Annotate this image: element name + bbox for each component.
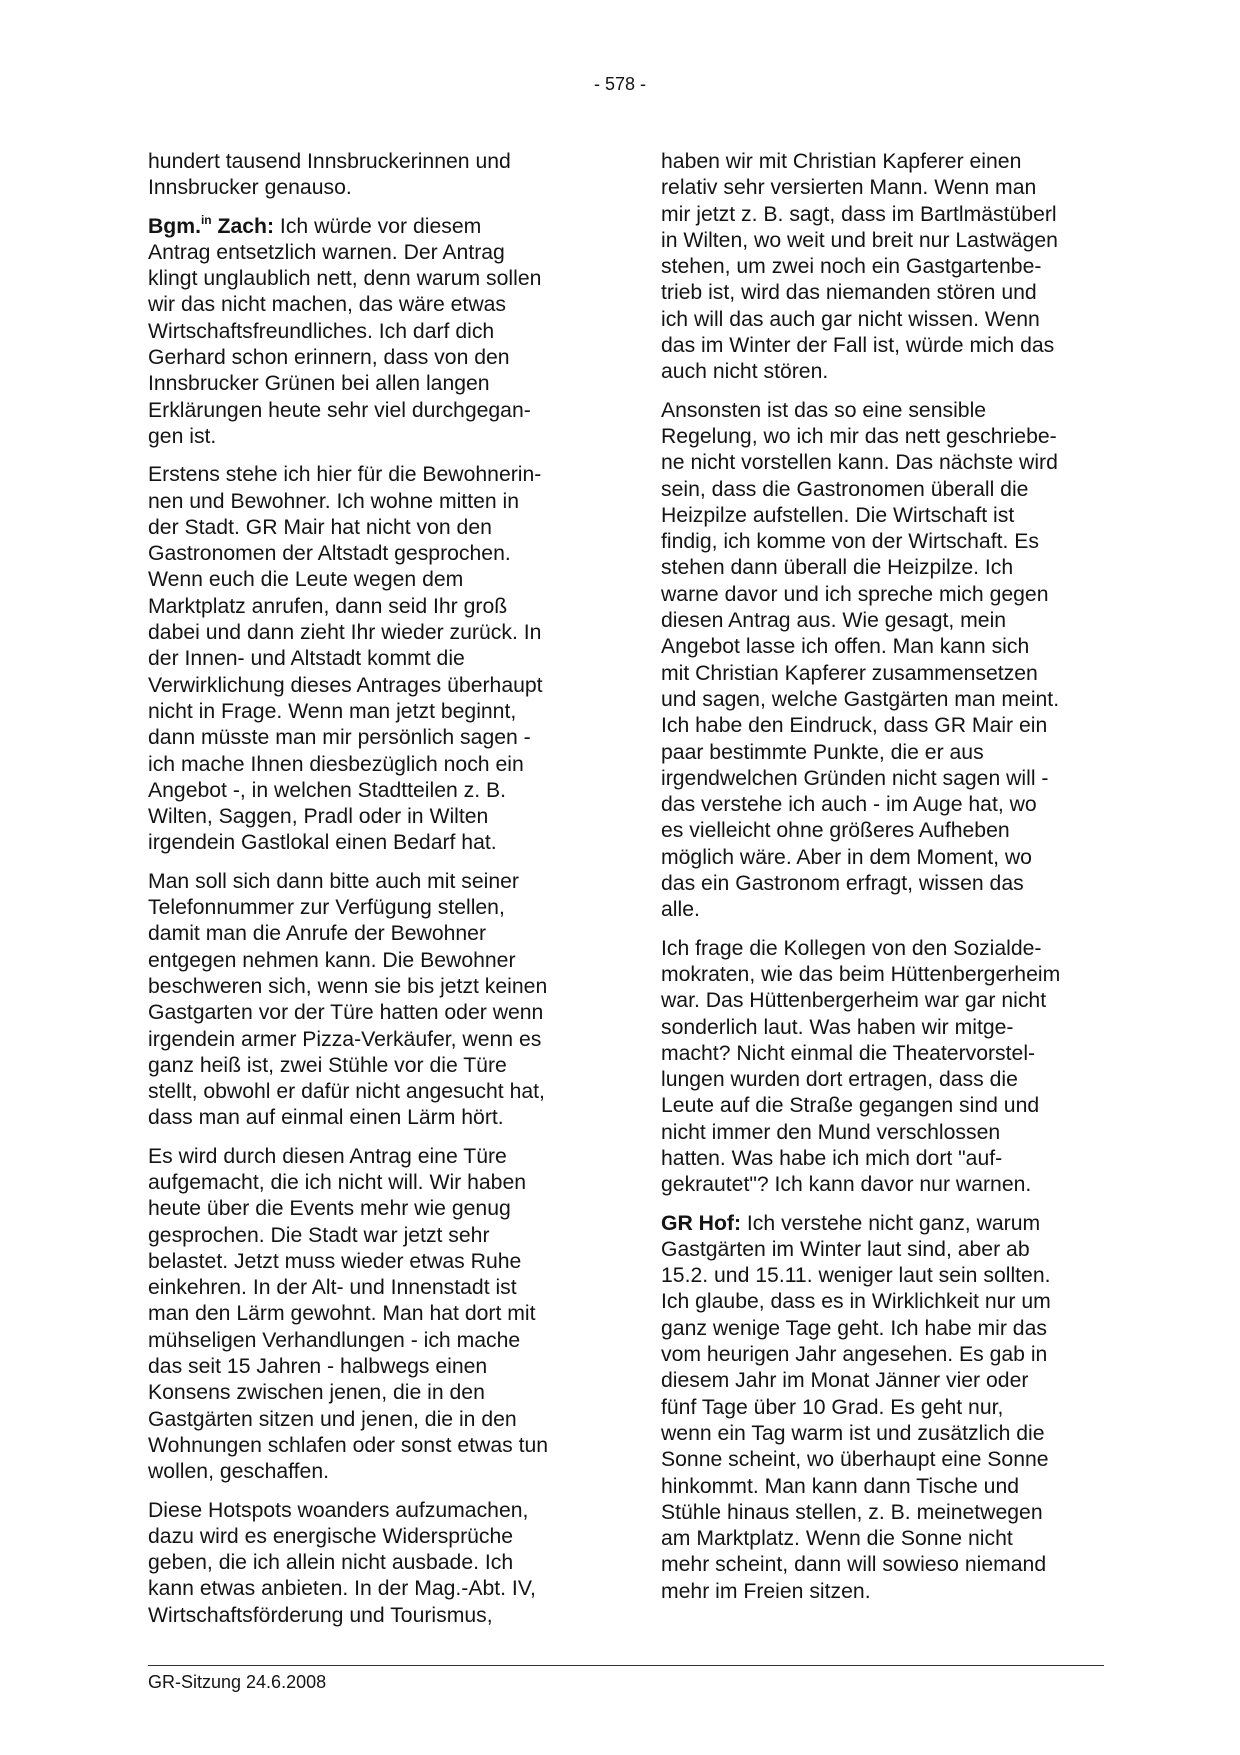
- text-line: Erklärungen heute sehr viel durchgegan-: [148, 398, 531, 422]
- paragraph: [661, 936, 1101, 1199]
- text-line: Man soll sich dann bitte auch mit seiner: [148, 869, 519, 893]
- text-line: ne nicht vorstellen kann. Das nächste wird: [661, 451, 1058, 475]
- text-line: das ein Gastronom erfragt, wissen das: [661, 872, 1024, 896]
- text-line: relativ sehr versierten Mann. Wenn man: [661, 176, 1037, 200]
- text-line: dabei und dann zieht Ihr wieder zurück. In: [148, 621, 542, 645]
- text-line: ganz wenige Tage geht. Ich habe mir das: [661, 1316, 1047, 1340]
- text-line: Wohnungen schlafen oder sonst etwas tun: [148, 1433, 549, 1457]
- text-line: findig, ich komme von der Wirtschaft. Es: [661, 530, 1039, 554]
- text-line: mokraten, wie das beim Hüttenbergerheim: [661, 962, 1061, 986]
- text-line: trieb ist, wird das niemanden stören und: [661, 281, 1037, 305]
- text-line: Erstens stehe ich hier für die Bewohnerin-: [148, 463, 542, 487]
- text-line: gekrautet"? Ich kann davor nur warnen.: [661, 1173, 1032, 1197]
- right-column: [661, 149, 1101, 1617]
- paragraph: [148, 462, 568, 856]
- text-line: der Stadt. GR Mair hat nicht von den: [148, 515, 492, 539]
- text-line: damit man die Anrufe der Bewohner: [148, 922, 487, 946]
- page-number: - 578 -: [593, 74, 647, 94]
- speech-text: Ich würde vor diesem: [274, 214, 482, 238]
- text-line: Heizpilze aufstellen. Die Wirtschaft ist: [661, 503, 1015, 527]
- text-line: das im Winter der Fall ist, würde mich das: [661, 334, 1055, 358]
- text-line: stellt, obwohl er dafür nicht angesucht hat,: [148, 1080, 545, 1104]
- speaker-title: Bgm.: [148, 214, 201, 238]
- paragraph: [148, 149, 568, 202]
- text-line: möglich wäre. Aber in dem Moment, wo: [661, 845, 1032, 869]
- text-line: Gastgärten im Winter laut sind, aber ab: [661, 1237, 1030, 1261]
- text-line: Telefonnummer zur Verfügung stellen,: [148, 896, 505, 920]
- text-line: alle.: [661, 898, 700, 922]
- speaker-name: [148, 212, 275, 238]
- text-line: klingt unglaublich nett, denn warum sollen: [148, 267, 542, 291]
- text-line: Ich habe den Eindruck, dass GR Mair ein: [661, 714, 1048, 738]
- text-line: gen ist.: [148, 424, 217, 448]
- text-line: Leute auf die Straße gegangen sind und: [661, 1094, 1040, 1118]
- text-line: mehr im Freien sitzen.: [661, 1579, 871, 1603]
- text-line: irgendwelchen Gründen nicht sagen will -: [661, 766, 1049, 790]
- speaker-title: GR Hof:: [661, 1211, 742, 1235]
- text-line: mit Christian Kapferer zusammensetzen: [661, 661, 1038, 685]
- text-line: gesprochen. Die Stadt war jetzt sehr: [148, 1223, 490, 1247]
- text-line: das seit 15 Jahren - halbwegs einen: [148, 1355, 488, 1379]
- text-line: nicht immer den Mund verschlossen: [661, 1120, 1001, 1144]
- text-line: irgendein Gastlokal einen Bedarf hat.: [148, 831, 497, 855]
- paragraph: [148, 214, 568, 451]
- text-line: diesen Antrag aus. Wie gesagt, mein: [661, 609, 1007, 633]
- text-line: kann etwas anbieten. In der Mag.-Abt. IV,: [148, 1577, 536, 1601]
- text-line: Gerhard schon erinnern, dass von den: [148, 346, 510, 370]
- text-line: Angebot -, in welchen Stadtteilen z. B.: [148, 778, 507, 802]
- text-line: Gastgarten vor der Türe hatten oder wenn: [148, 1001, 544, 1025]
- text-line: Antrag entsetzlich warnen. Der Antrag: [148, 240, 505, 264]
- speaker-title-superscript: in: [200, 212, 212, 227]
- speaker-name: [661, 1212, 741, 1235]
- speaker-surname: Zach:: [211, 214, 275, 238]
- text-line: stehen, um zwei noch ein Gastgartenbe-: [661, 255, 1042, 279]
- text-line: Ansonsten ist das so eine sensible: [661, 398, 987, 422]
- paragraph-first-line: [661, 1211, 1101, 1237]
- left-column: [148, 149, 568, 1641]
- text-line: aufgemacht, die ich nicht will. Wir haben: [148, 1170, 527, 1194]
- footer-session-label: GR-Sitzung 24.6.2008: [148, 1672, 327, 1692]
- text-line: es vielleicht ohne größeres Aufheben: [661, 819, 1010, 843]
- text-line: 15.2. und 15.11. weniger laut sein sollten.: [661, 1264, 1051, 1288]
- text-line: Sonne scheint, wo überhaupt eine Sonne: [661, 1448, 1049, 1472]
- text-line: in Wilten, wo weit und breit nur Lastwägen: [661, 228, 1058, 252]
- text-line: Regelung, wo ich mir das nett geschriebe-: [661, 424, 1057, 448]
- text-line: hundert tausend Innsbruckerinnen und: [148, 150, 511, 173]
- text-line: stehen dann überall die Heizpilze. Ich: [661, 556, 1014, 580]
- text-line: mühseligen Verhandlungen - ich mache: [148, 1328, 521, 1352]
- text-line: hinkommt. Man kann dann Tische und: [661, 1474, 1020, 1498]
- text-line: Wilten, Saggen, Pradl oder in Wilten: [148, 805, 489, 829]
- text-line: auch nicht stören.: [661, 360, 829, 384]
- text-line: diesem Jahr im Monat Jänner vier oder: [661, 1369, 1029, 1393]
- text-line: haben wir mit Christian Kapferer einen: [661, 150, 1022, 173]
- text-line: Innsbrucker genauso.: [148, 176, 352, 200]
- text-line: nicht in Frage. Wenn man jetzt beginnt,: [148, 699, 517, 723]
- text-line: dazu wird es energische Widersprüche: [148, 1524, 514, 1548]
- paragraph: [148, 1498, 568, 1629]
- text-line: Angebot lasse ich offen. Man kann sich: [661, 635, 1030, 659]
- text-line: man den Lärm gewohnt. Man hat dort mit: [148, 1302, 536, 1326]
- text-line: paar bestimmte Punkte, die er aus: [661, 740, 984, 764]
- text-line: Wenn euch die Leute wegen dem: [148, 568, 464, 592]
- text-line: belastet. Jetzt muss wieder etwas Ruhe: [148, 1249, 522, 1273]
- text-line: Gastronomen der Altstadt gesprochen.: [148, 542, 511, 566]
- text-line: Ich frage die Kollegen von den Sozialde-: [661, 936, 1042, 960]
- text-line: wir das nicht machen, das wäre etwas: [148, 293, 506, 317]
- text-line: Marktplatz anrufen, dann seid Ihr groß: [148, 594, 508, 618]
- text-line: ganz heiß ist, zwei Stühle vor die Türe: [148, 1053, 507, 1077]
- text-line: das verstehe ich auch - im Auge hat, wo: [661, 793, 1037, 817]
- text-line: Gastgärten sitzen und jenen, die in den: [148, 1407, 517, 1431]
- text-line: fünf Tage über 10 Grad. Es geht nur,: [661, 1395, 1004, 1419]
- text-line: beschweren sich, wenn sie bis jetzt keinen: [148, 974, 548, 998]
- text-line: Stühle hinaus stellen, z. B. meinetwegen: [661, 1500, 1043, 1524]
- text-line: Wirtschaftsfreundliches. Ich darf dich: [148, 319, 495, 343]
- text-line: Ich glaube, dass es in Wirklichkeit nur um: [661, 1290, 1051, 1314]
- text-line: warne davor und ich spreche mich gegen: [661, 582, 1049, 606]
- text-line: wollen, geschaffen.: [148, 1460, 330, 1484]
- text-line: der Innen- und Altstadt kommt die: [148, 647, 465, 671]
- text-line: Verwirklichung dieses Antrages überhaupt: [148, 673, 543, 697]
- paragraph: [148, 869, 568, 1132]
- text-line: vom heurigen Jahr angesehen. Es gab in: [661, 1343, 1048, 1367]
- text-line: am Marktplatz. Wenn die Sonne nicht: [661, 1527, 1013, 1551]
- footer-divider: [148, 1665, 1104, 1666]
- paragraph: [148, 1144, 568, 1486]
- text-line: macht? Nicht einmal die Theatervorstel-: [661, 1041, 1036, 1065]
- text-line: ich mache Ihnen diesbezüglich noch ein: [148, 752, 524, 776]
- text-line: dann müsste man mir persönlich sagen -: [148, 726, 531, 750]
- paragraph: [661, 149, 1101, 386]
- paragraph-first-line: [148, 214, 568, 240]
- text-line: Diese Hotspots woanders aufzumachen,: [148, 1498, 529, 1522]
- text-line: entgegen nehmen kann. Die Bewohner: [148, 948, 516, 972]
- text-line: hatten. Was habe ich mich dort "auf-: [661, 1146, 1003, 1170]
- text-line: Wirtschaftsförderung und Tourismus,: [148, 1603, 493, 1627]
- text-line: und sagen, welche Gastgärten man meint.: [661, 687, 1060, 711]
- text-line: heute über die Events mehr wie genug: [148, 1197, 511, 1221]
- text-line: ich will das auch gar nicht wissen. Wenn: [661, 307, 1040, 331]
- text-line: lungen wurden dort ertragen, dass die: [661, 1068, 1018, 1092]
- text-line: nen und Bewohner. Ich wohne mitten in: [148, 489, 520, 513]
- text-line: einkehren. In der Alt- und Innenstadt ist: [148, 1276, 517, 1300]
- text-line: geben, die ich allein nicht ausbade. Ich: [148, 1551, 514, 1575]
- speech-text: Ich verstehe nicht ganz, warum: [741, 1211, 1041, 1235]
- text-line: mehr scheint, dann will sowieso niemand: [661, 1553, 1047, 1577]
- text-line: wenn ein Tag warm ist und zusätzlich die: [661, 1421, 1045, 1445]
- text-line: irgendein armer Pizza-Verkäufer, wenn es: [148, 1027, 542, 1051]
- text-line: sein, dass die Gastronomen überall die: [661, 477, 1029, 501]
- text-line: sonderlich laut. Was haben wir mitge-: [661, 1015, 1014, 1039]
- paragraph: [661, 1211, 1101, 1605]
- text-line: Konsens zwischen jenen, die in den: [148, 1381, 485, 1405]
- text-line: mir jetzt z. B. sagt, dass im Bartlmästüberl: [661, 202, 1057, 226]
- text-line: war. Das Hüttenbergerheim war gar nicht: [661, 989, 1047, 1013]
- text-line: Es wird durch diesen Antrag eine Türe: [148, 1144, 507, 1168]
- paragraph: [661, 398, 1101, 924]
- text-line: Innsbrucker Grünen bei allen langen: [148, 372, 490, 396]
- text-line: dass man auf einmal einen Lärm hört.: [148, 1106, 504, 1130]
